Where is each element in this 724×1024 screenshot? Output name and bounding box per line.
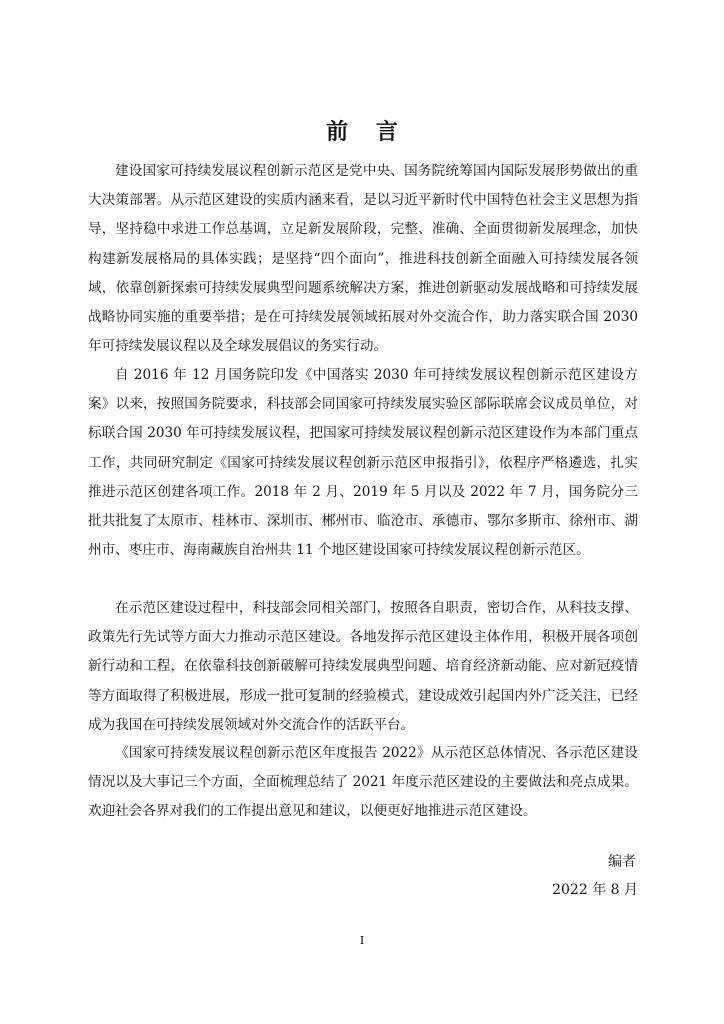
- page-number: I: [359, 934, 365, 947]
- signature-date: 2022 年 8 月: [552, 882, 638, 898]
- page-title: 前 言: [326, 119, 408, 145]
- paragraph-intro: 建设国家可持续发展议程创新示范区是党中央、国务院统筹国内国际发展形势做出的重大决策部署。从示范区建设的实质内涵来看，是以习近平新时代中国特色社会主义思想为指导，坚持稳中求进工作总基调，立足新发展阶段，完整、准确、全面贯彻新发展理念，加快构建新发展格局的具体实践；是坚持“四个面向”，推进科技创新全面融入可持续发展各领域，依靠创新探索可持续发展典型问题系统解决方案，推进创新驱动发展战略和可持续发展战略协同实施的重要举措；是在可持续发展领域拓展对外交流合作，助力落实联合国 2030 年可持续发展议程以及全球发展倡议的务实行动。: [88, 163, 638, 355]
- paragraph-progress: 在示范区建设过程中，科技部会同相关部门，按照各自职责，密切合作，从科技支撑、政策先行先试等方面大力推动示范区建设。各地发挥示范区建设主体作用，积极开展各项创新行动和工程，在依靠科技创新破解可持续发展典型问题、培育经济新动能、应对新冠疫情等方面取得了积极进展，形成一批可复制的经验模式，建设成效引起国内外广泛关注，已经成为我国在可持续发展领域对外交流合作的活跃平台。: [88, 600, 638, 733]
- signature-author: 编者: [608, 854, 636, 870]
- paragraph-history: 自 2016 年 12 月国务院印发《中国落实 2030 年可持续发展议程创新示范区建设方案》以来，按照国务院要求，科技部会同国家可持续发展实验区部际联席会议成员单位，对标联合国 2030 年可持续发展议程，把国家可持续发展议程创新示范区建设作为本部门重点工作，共同研究制定《国家可持续发展议程创新示范区申报指引》，依程序严格遴选，扎实推进示范区创建各项工作。2018 年 2 月、2019 年 5 月以及 2022 年 7 月，国务院分三批共批复了太原市、桂林市、深圳市、郴州市、临沧市、承德市、鄂尔多斯市、徐州市、湖州市、枣庄市、海南藏族自治州共 11 个地区建设国家可持续发展议程创新示范区。: [88, 367, 638, 559]
- paragraph-report-summary: 《国家可持续发展议程创新示范区年度报告 2022》从示范区总体情况、各示范区建设情况以及大事记三个方面，全面梳理总结了 2021 年度示范区建设的主要做法和亮点成果。欢迎社会各界对我们的工作提出意见和建议，以便更好地推进示范区建设。: [88, 745, 638, 820]
